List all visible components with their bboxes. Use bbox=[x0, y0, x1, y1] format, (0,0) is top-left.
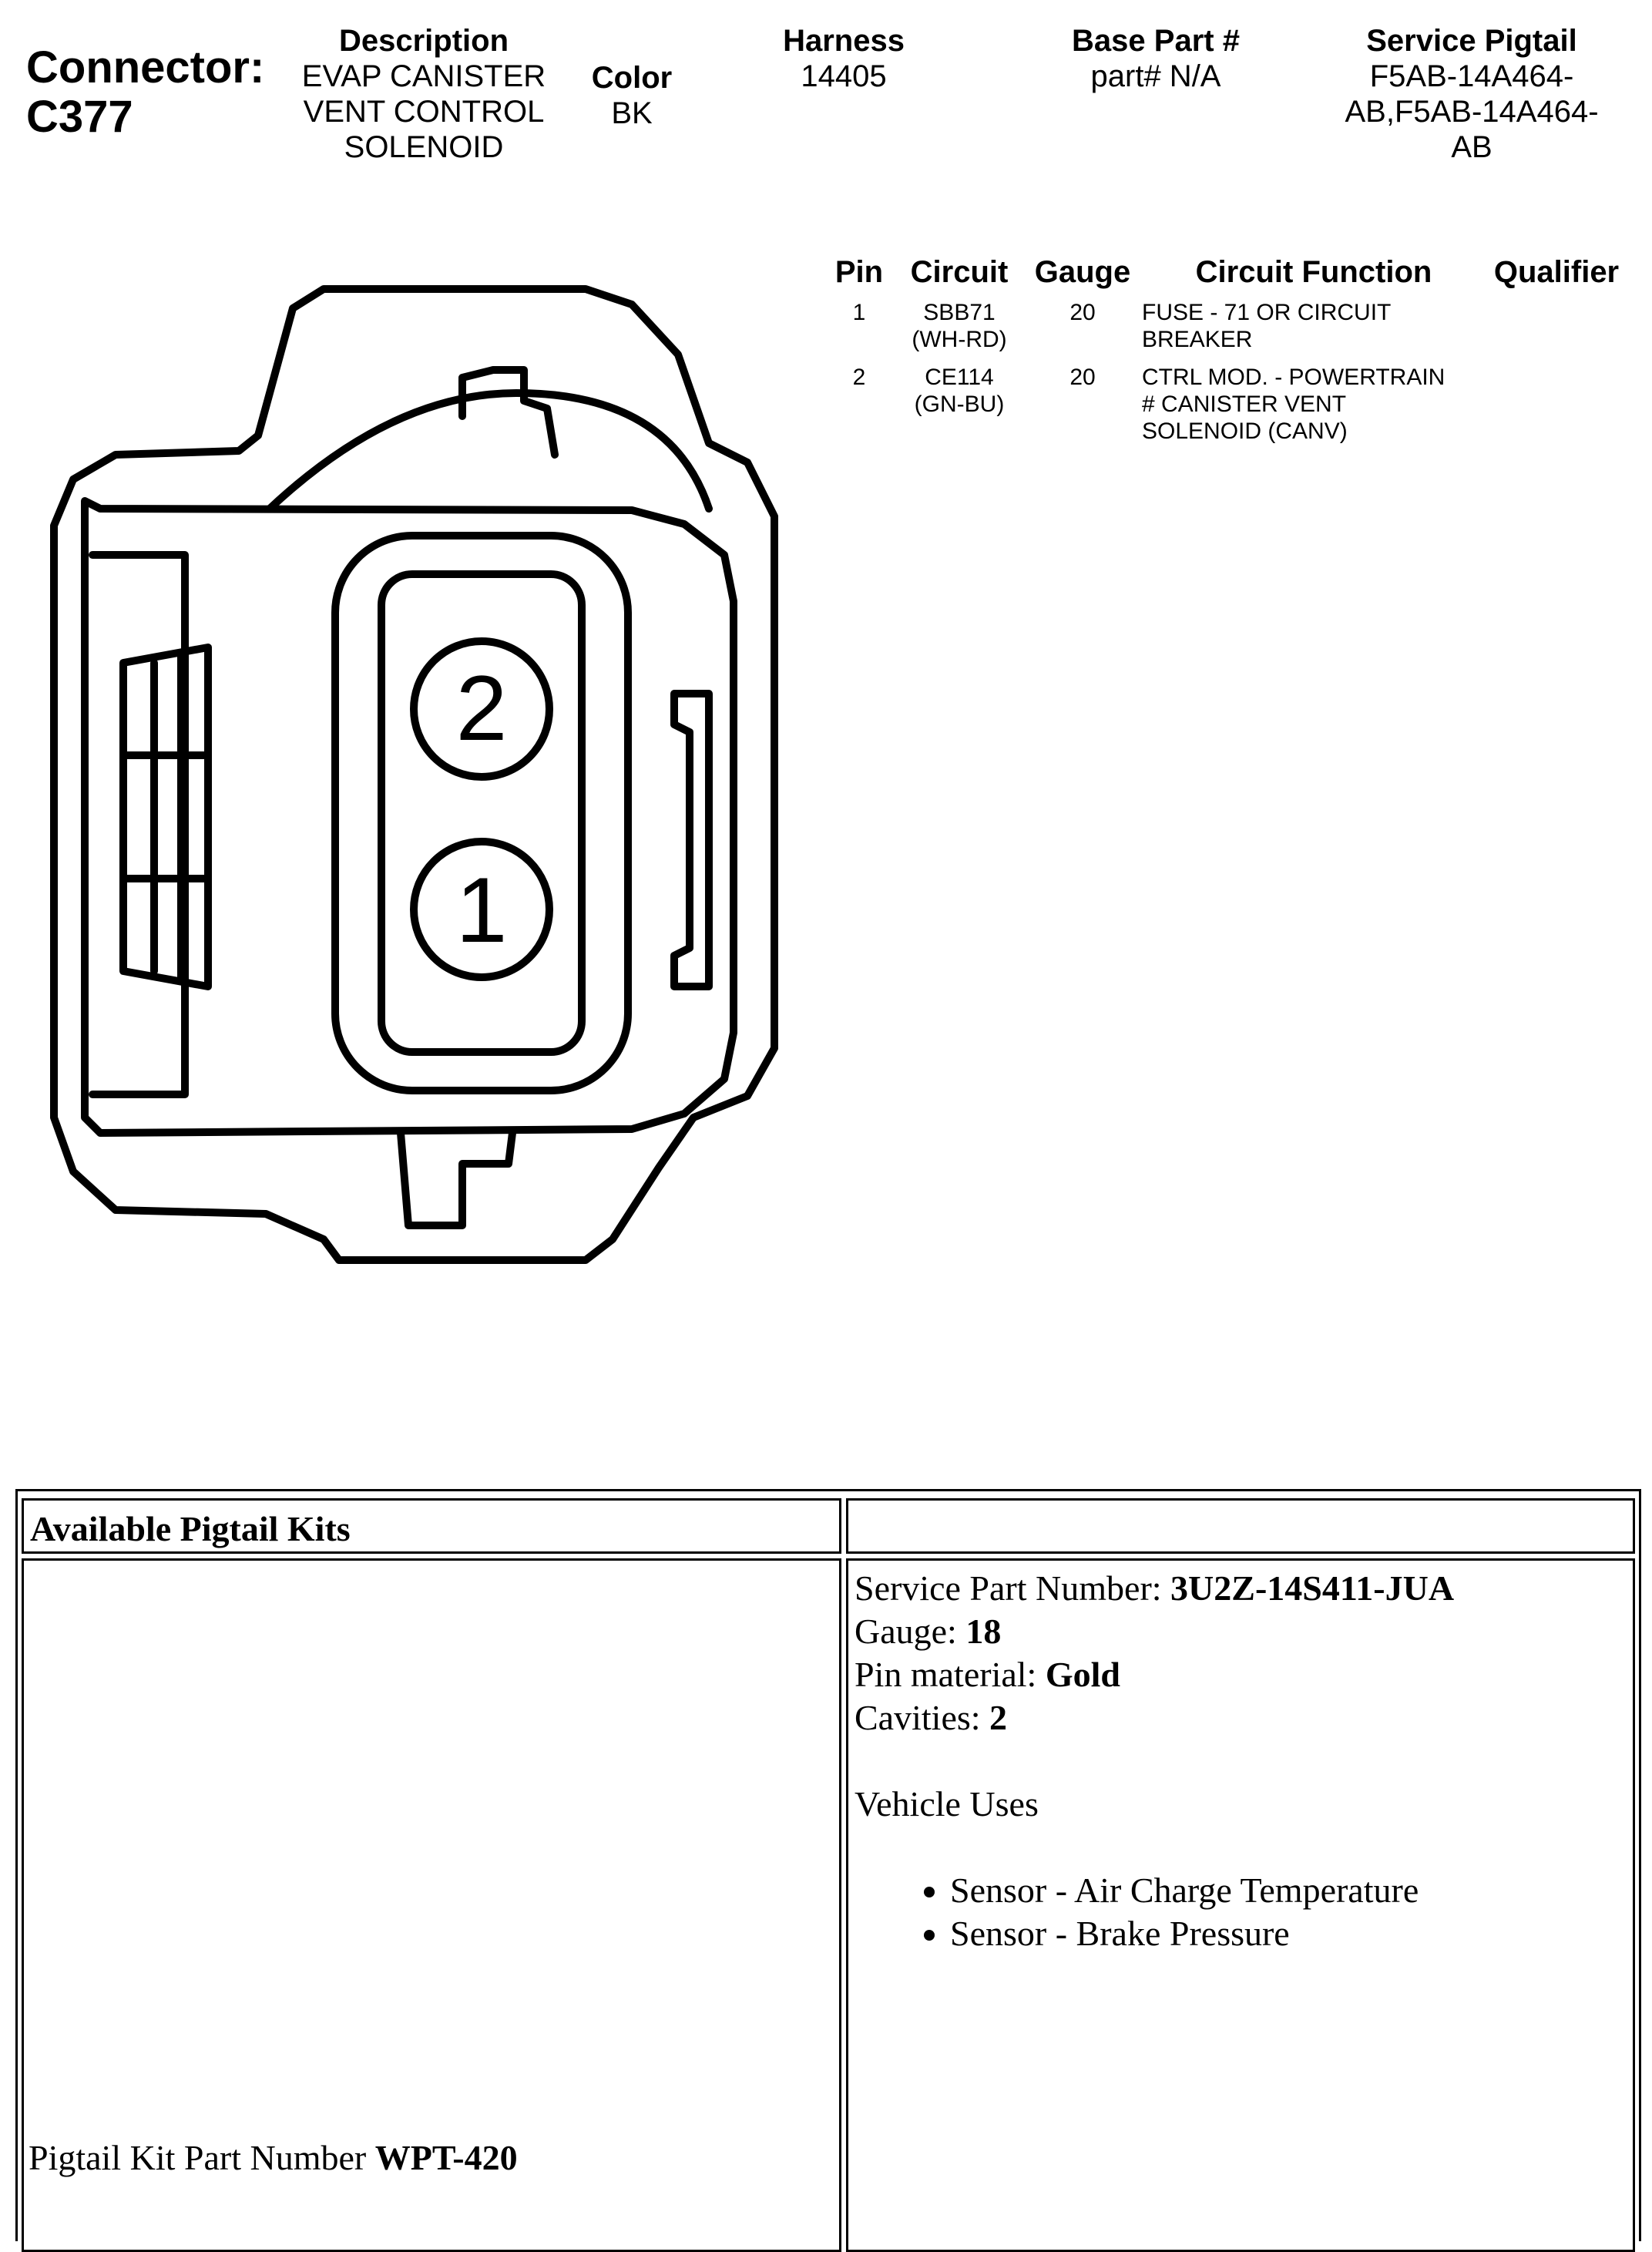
pigtail-kit-part-line bbox=[29, 2137, 518, 2178]
pin-number: 2 bbox=[852, 365, 866, 390]
function-header: Circuit Function bbox=[1195, 255, 1432, 289]
left-latch bbox=[123, 647, 208, 987]
cavities-value: 2 bbox=[989, 1698, 1008, 1737]
circuit-cell bbox=[894, 364, 1025, 418]
connector-id: C377 bbox=[26, 92, 133, 142]
function-line: # CANISTER VENT bbox=[1142, 392, 1347, 417]
base-part-value: part# N/A bbox=[1090, 59, 1221, 93]
pigtail-kit-cell bbox=[22, 1558, 841, 2252]
description-heading: Description bbox=[338, 24, 509, 58]
service-pigtail-line: F5AB-14A464- bbox=[1369, 59, 1574, 93]
service-part-label: Service Part Number: bbox=[855, 1568, 1171, 1608]
function-cell bbox=[1142, 364, 1481, 445]
function-cell bbox=[1142, 299, 1481, 353]
service-pigtail-column bbox=[1302, 23, 1641, 165]
gauge-header: Gauge bbox=[1034, 255, 1131, 289]
connector-face-drawing bbox=[31, 277, 801, 1302]
circuit-header: Circuit bbox=[910, 255, 1009, 289]
vehicle-uses-label: Vehicle Uses bbox=[855, 1784, 1039, 1823]
gauge-line bbox=[855, 1610, 1633, 1653]
gauge-cell: 20 bbox=[1069, 365, 1096, 390]
color-heading: Color bbox=[591, 61, 673, 95]
service-part-line bbox=[855, 1567, 1633, 1610]
table-top-rule bbox=[15, 1489, 1641, 1491]
function-line: FUSE - 71 OR CIRCUIT bbox=[1142, 300, 1392, 325]
circuit-color: (GN-BU) bbox=[914, 392, 1005, 417]
service-pigtail-heading: Service Pigtail bbox=[1366, 24, 1577, 58]
pin-2-label: 2 bbox=[455, 657, 508, 760]
circuit-cell bbox=[894, 299, 1025, 353]
pigtail-kit-number: WPT-420 bbox=[374, 2138, 518, 2177]
cavities-line bbox=[855, 1696, 1633, 1739]
function-line: SOLENOID (CANV) bbox=[1142, 418, 1348, 444]
pigtail-kit-label: Pigtail Kit Part Number bbox=[29, 2138, 375, 2177]
cavities-label: Cavities: bbox=[855, 1698, 990, 1737]
base-part-heading: Base Part # bbox=[1072, 24, 1240, 58]
table-right-rule bbox=[1639, 1489, 1641, 2241]
circuit-code: SBB71 bbox=[923, 300, 996, 325]
lock-arch bbox=[270, 393, 709, 509]
gauge-label: Gauge: bbox=[855, 1612, 966, 1651]
function-line: BREAKER bbox=[1142, 327, 1253, 352]
function-line: CTRL MOD. - POWERTRAIN bbox=[1142, 365, 1446, 390]
list-item: • Sensor - Air Charge Temperature bbox=[950, 1869, 1633, 1912]
qualifier-header: Qualifier bbox=[1493, 255, 1620, 289]
pin-1-label: 1 bbox=[455, 859, 508, 962]
table-left-rule bbox=[15, 1489, 18, 2241]
connector-title bbox=[26, 43, 264, 142]
left-body bbox=[92, 555, 185, 1094]
pin-number: 1 bbox=[852, 300, 866, 325]
gauge-value: 18 bbox=[965, 1612, 1002, 1651]
circuit-color: (WH-RD) bbox=[912, 327, 1007, 352]
harness-column bbox=[740, 23, 948, 94]
harness-value: 14405 bbox=[801, 59, 887, 93]
color-value: BK bbox=[611, 96, 653, 130]
service-part-value: 3U2Z-14S411-JUA bbox=[1170, 1568, 1455, 1608]
service-pigtail-line: AB bbox=[1451, 130, 1493, 164]
description-column bbox=[270, 23, 578, 165]
description-line: VENT CONTROL bbox=[303, 95, 545, 129]
list-item: • Sensor - Brake Pressure bbox=[950, 1912, 1633, 1955]
right-key bbox=[674, 694, 709, 987]
circuit-code: CE114 bbox=[925, 365, 994, 390]
pigtail-title-cell bbox=[22, 1498, 841, 1554]
service-pigtail-line: AB,F5AB-14A464- bbox=[1345, 95, 1599, 129]
pigtail-title-spacer-cell bbox=[846, 1498, 1635, 1554]
base-part-column bbox=[1032, 23, 1279, 94]
pigtail-title: Available Pigtail Kits bbox=[30, 1509, 351, 1548]
housing-outline bbox=[54, 289, 774, 1260]
top-latch-tab bbox=[462, 370, 555, 455]
description-line: EVAP CANISTER bbox=[301, 59, 546, 93]
connector-label: Connector: bbox=[26, 42, 265, 92]
pigtail-detail-cell bbox=[846, 1558, 1635, 2252]
color-column bbox=[570, 60, 693, 131]
pin-header: Pin bbox=[834, 255, 884, 289]
pin-material-line bbox=[855, 1653, 1633, 1696]
description-line: SOLENOID bbox=[344, 130, 504, 164]
gauge-cell: 20 bbox=[1069, 300, 1096, 325]
harness-heading: Harness bbox=[783, 24, 905, 58]
vehicle-uses-list bbox=[855, 1869, 1633, 1955]
pin-material-value: Gold bbox=[1045, 1655, 1120, 1694]
pin-material-label: Pin material: bbox=[855, 1655, 1046, 1694]
bottom-key-tab bbox=[401, 1133, 512, 1225]
